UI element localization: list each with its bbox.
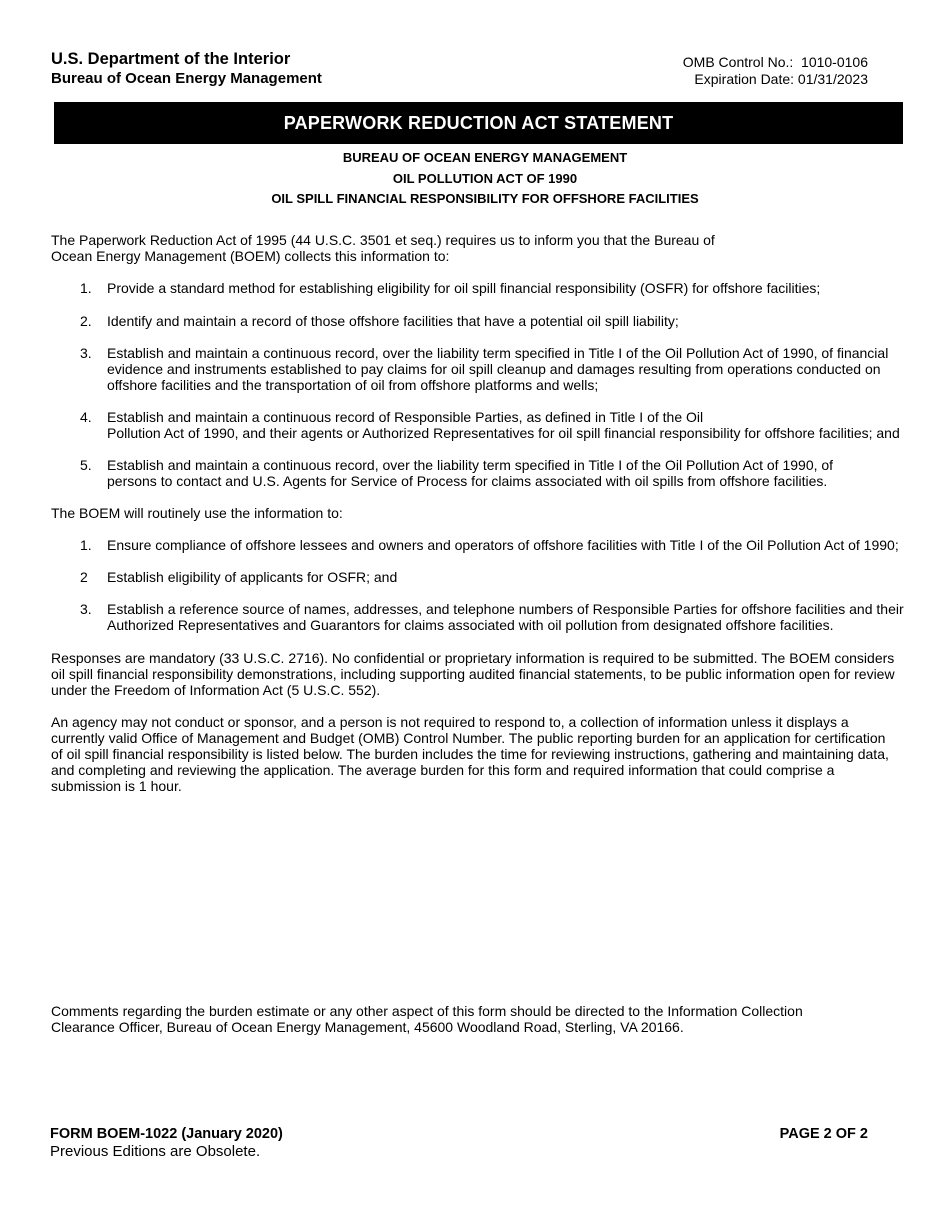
omb-control-number: OMB Control No.: 1010-0106 (682, 54, 868, 70)
uses-intro: The BOEM will routinely use the information to: (51, 505, 343, 521)
list-number: 2. (80, 313, 92, 329)
responses-paragraph: Responses are mandatory (33 U.S.C. 2716). No confidential or proprietary information is required to be submitted. The BOEM considers oil spill financial responsibility demonstrations, including supporting audited financial statements, to be public information open for review under the Freedom of Information Act (5 U.S.C. 552). (51, 650, 895, 698)
list-text: Provide a standard method for establishing eligibility for oil spill financial responsibility (OSFR) for offshore facilities; (107, 280, 821, 296)
list-text-line-1: Establish and maintain a continuous record, over the liability term specified in Title I of the Oil Pollution Act of 1990, of (107, 457, 834, 473)
list-text: Establish eligibility of applicants for OSFR; and (107, 569, 398, 585)
expiration-date: Expiration Date: 01/31/2023 (694, 71, 868, 87)
list-number: 1. (80, 537, 92, 553)
purpose-item (0, 457, 950, 493)
list-number: 1. (80, 280, 92, 296)
banner-title: PAPERWORK REDUCTION ACT STATEMENT (283, 112, 674, 133)
list-text-line-2: persons to contact and U.S. Agents for Service of Process for claims associated with oil spills from offshore facilities. (107, 473, 828, 489)
department-name: U.S. Department of the Interior (51, 50, 291, 68)
purpose-item (0, 345, 950, 397)
use-item (0, 537, 950, 557)
comments-line-1: Comments regarding the burden estimate or any other aspect of this form should be directed to the Information Collection (51, 1003, 803, 1019)
omb-info (683, 54, 868, 88)
obsolete-notice: Previous Editions are Obsolete. (50, 1143, 261, 1160)
comments-line-2: Clearance Officer, Bureau of Ocean Energy Management, 45600 Woodland Road, Sterling, VA 20166. (51, 1019, 684, 1035)
intro-paragraph (51, 232, 911, 264)
use-item (0, 569, 950, 589)
list-text (107, 457, 937, 489)
list-text: Identify and maintain a record of those offshore facilities that have a potential oil spill liability; (107, 313, 679, 329)
comments-paragraph (51, 1003, 911, 1035)
intro-line-2: Ocean Energy Management (BOEM) collects this information to: (51, 248, 450, 264)
list-text: Ensure compliance of offshore lessees and owners and operators of offshore facilities with Title I of the Oil Pollution Act of 1990; (107, 537, 899, 553)
subheading-act: OIL POLLUTION ACT OF 1990 (392, 171, 578, 186)
intro-line-1: The Paperwork Reduction Act of 1995 (44 U.S.C. 3501 et seq.) requires us to inform you that the Bureau of (51, 232, 715, 248)
purpose-item (0, 280, 950, 300)
burden-statement: An agency may not conduct or sponsor, and a person is not required to respond to, a collection of information unless it displays a currently valid Office of Management and Budget (OMB) Control Number. The public reporting burden for an application for certification of oil spill financial responsibility is listed below. The burden includes the time for reviewing instructions, gathering and maintaining data, and completing and reviewing the application. The average burden for this form and required information that could comprise a submission is 1 hour. (51, 714, 889, 794)
list-number: 4. (80, 409, 92, 425)
statement-banner (54, 102, 903, 144)
list-number: 3. (80, 601, 92, 617)
purpose-item (0, 409, 950, 445)
use-item (0, 601, 950, 637)
form-identifier: FORM BOEM-1022 (January 2020) (50, 1126, 283, 1142)
list-text-line-2: Pollution Act of 1990, and their agents or Authorized Representatives for oil spill financial responsibility for offshore facilities; and (107, 425, 900, 441)
list-number: 3. (80, 345, 92, 361)
list-text: Establish a reference source of names, addresses, and telephone numbers of Responsible Parties for offshore facilities and their Authorized Representatives and Guarantors for claims associated with oil pollution from designated offshore facilities. (107, 601, 904, 633)
purpose-item (0, 313, 950, 333)
list-number: 2 (80, 569, 88, 585)
subheading-bureau: BUREAU OF OCEAN ENERGY MANAGEMENT (342, 150, 628, 165)
list-text (107, 409, 937, 441)
list-text-line-1: Establish and maintain a continuous record of Responsible Parties, as defined in Title I of the Oil (107, 409, 704, 425)
list-number: 5. (80, 457, 92, 473)
bureau-name: Bureau of Ocean Energy Management (51, 70, 322, 87)
subheading-program: OIL SPILL FINANCIAL RESPONSIBILITY FOR OFFSHORE FACILITIES (271, 191, 699, 206)
page-number: PAGE 2 OF 2 (779, 1126, 868, 1142)
list-text: Establish and maintain a continuous record, over the liability term specified in Title I of the Oil Pollution Act of 1990, of financial evidence and instruments established to pay claims for oil spill cleanup and damages resulting from operations conducted on offshore facilities and the transportation of oil from offshore platforms and wells; (107, 345, 889, 393)
